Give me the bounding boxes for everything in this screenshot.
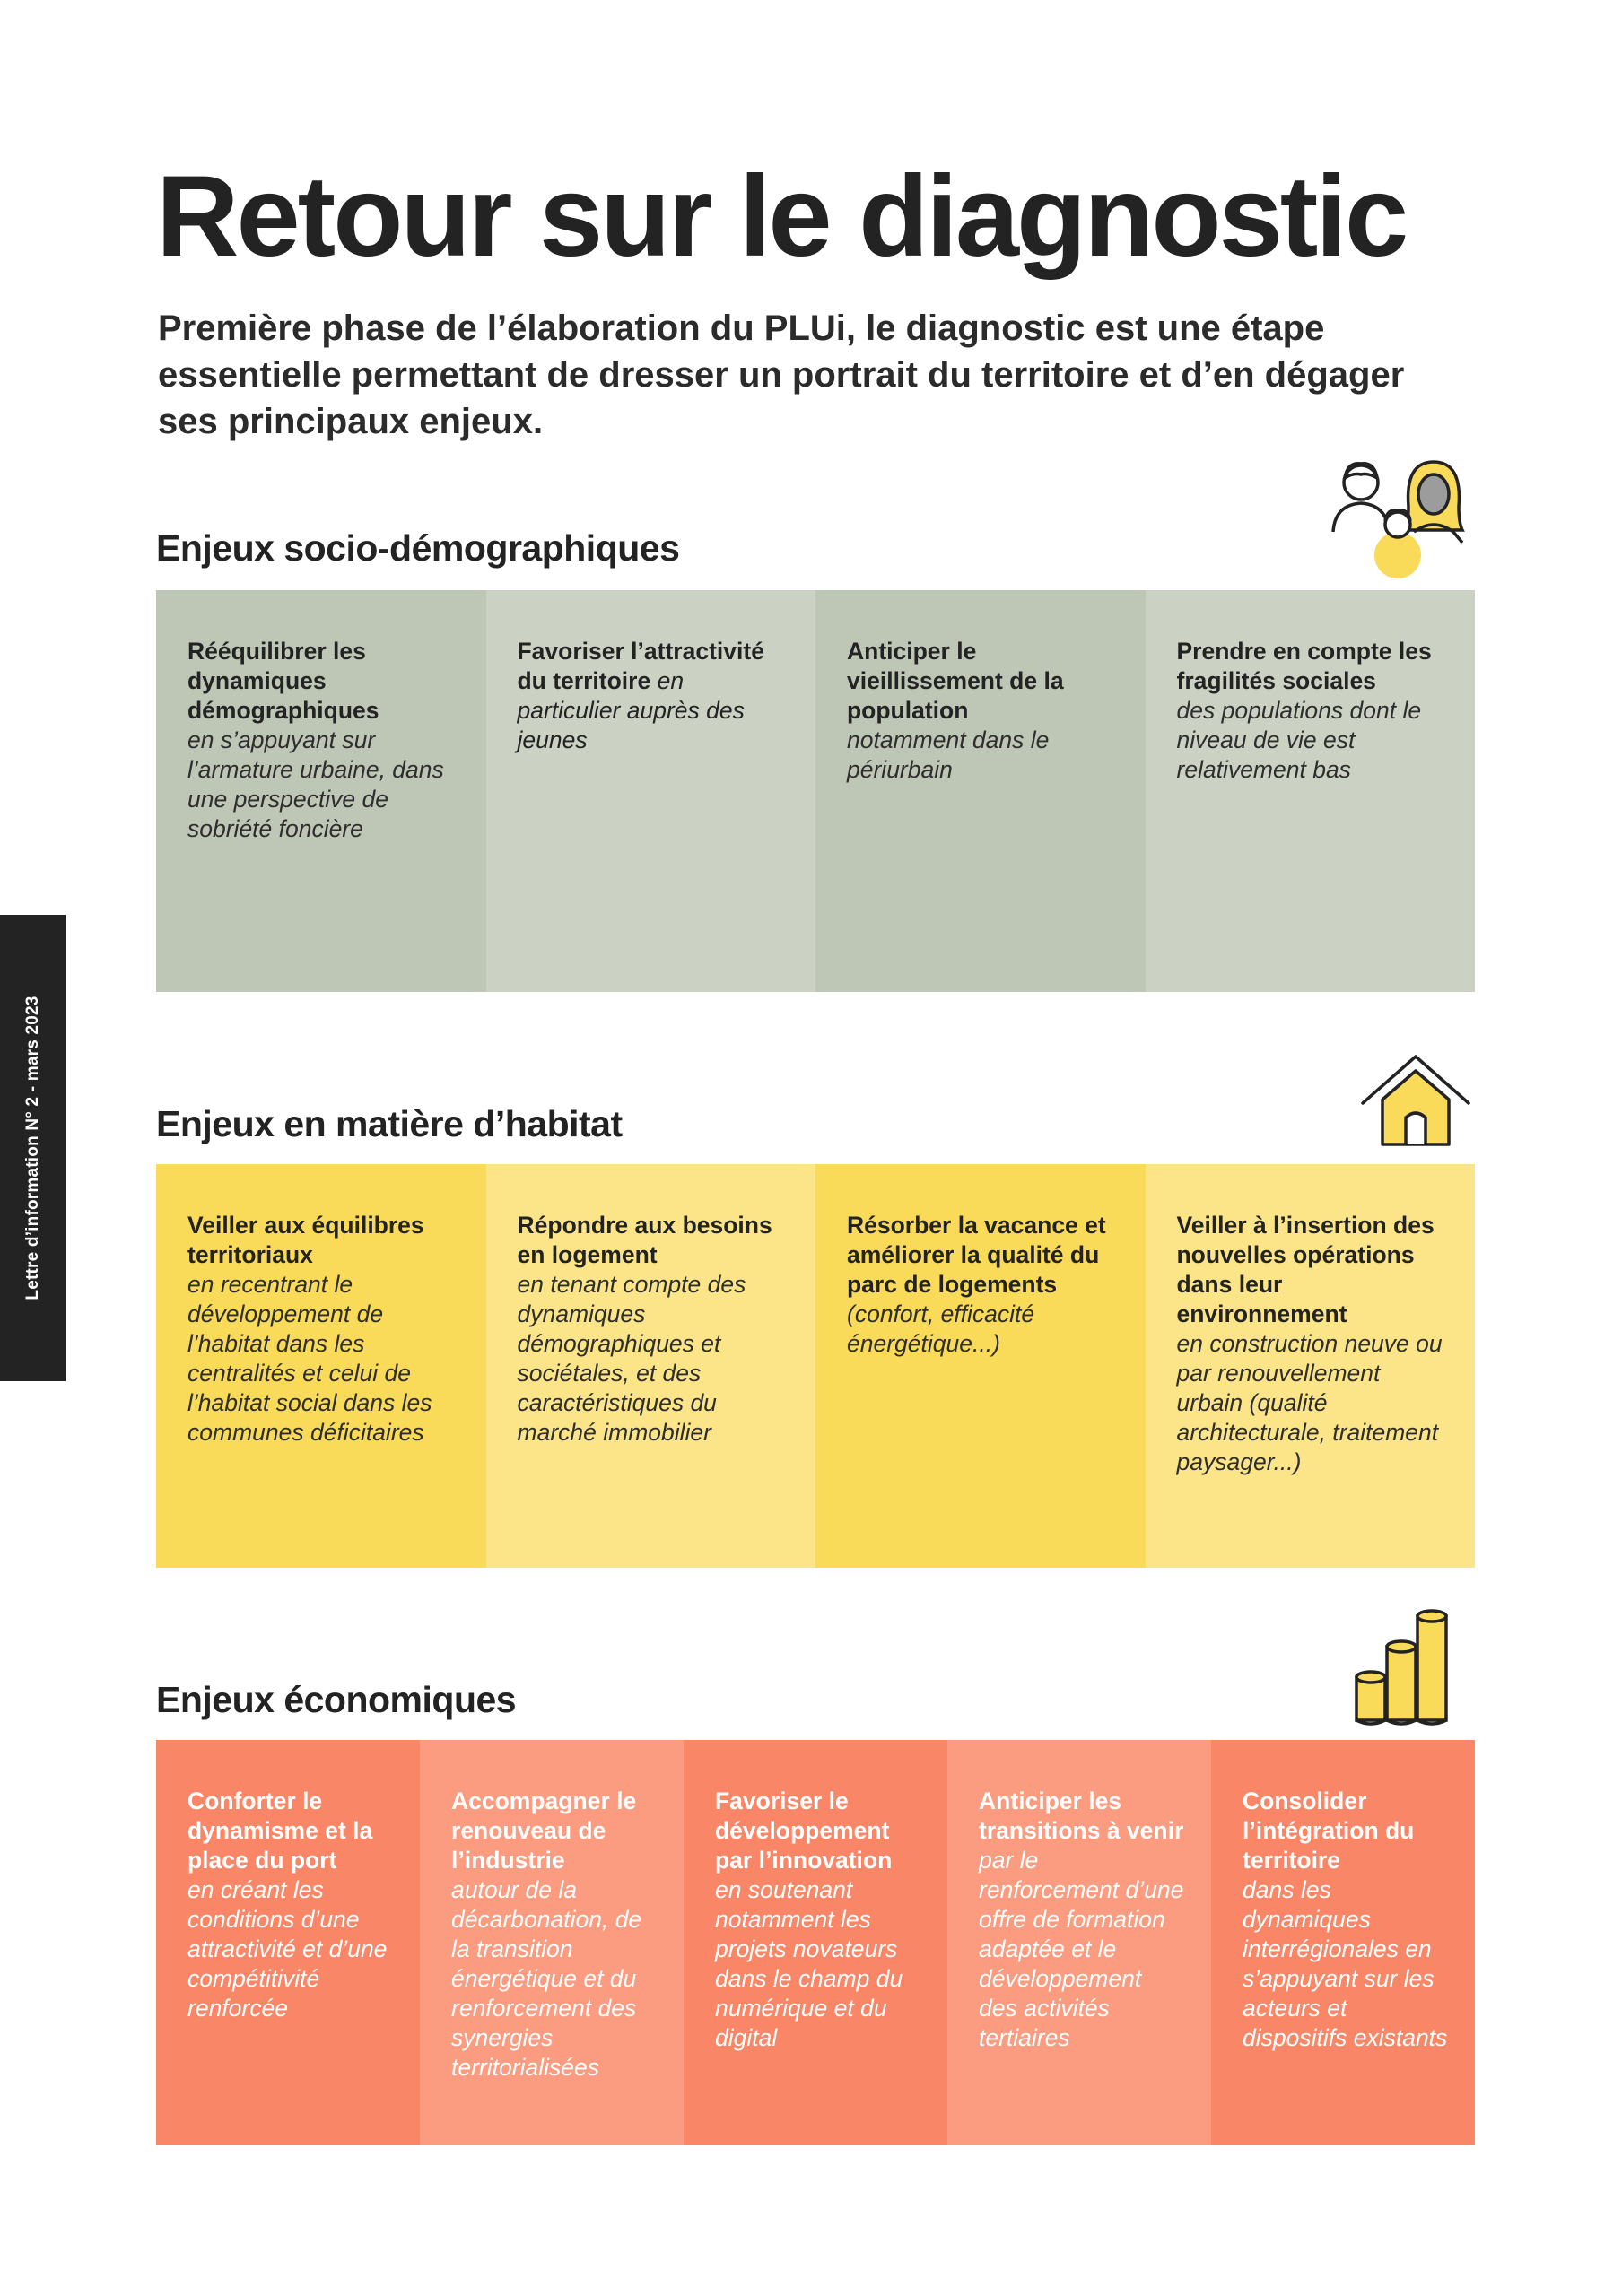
section-title-socio: Enjeux socio-démographiques bbox=[156, 527, 680, 569]
page-title: Retour sur le diagnostic bbox=[156, 152, 1407, 281]
socio-card bbox=[486, 590, 816, 992]
eco-card bbox=[1211, 1740, 1475, 2145]
section-title-eco: Enjeux économiques bbox=[156, 1679, 517, 1720]
socio-cards-row bbox=[156, 590, 1475, 992]
eco-card bbox=[420, 1740, 684, 2145]
card-detail: en particulier auprès des jeunes bbox=[517, 667, 745, 753]
card-detail: en soutenant notamment les projets novateurs dans le champ du numérique et du digital bbox=[715, 1876, 903, 2051]
card-detail: en créant les conditions d’une attractivité et d’une compétitivité renforcée bbox=[187, 1876, 388, 2022]
eco-card bbox=[947, 1740, 1211, 2145]
card-detail: en s’appuyant sur l’armature urbaine, dans une perspective de sobriété foncière bbox=[187, 726, 444, 842]
socio-card bbox=[156, 590, 486, 992]
card-detail: dans les dynamiques interrégionales en s’appuyant sur les acteurs et dispositifs existants bbox=[1243, 1876, 1448, 2051]
card-lead: Résorber la vacance et améliorer la qualité du parc de logements bbox=[847, 1212, 1106, 1298]
card-lead: Accompagner le renouveau de l’industrie bbox=[451, 1787, 637, 1874]
socio-card bbox=[1146, 590, 1476, 992]
card-detail: notamment dans le périurbain bbox=[847, 726, 1050, 783]
socio-card bbox=[815, 590, 1146, 992]
card-lead: Anticiper le vieillissement de la population bbox=[847, 638, 1064, 724]
eco-card bbox=[684, 1740, 947, 2145]
card-detail: en recentrant le développement de l’habitat dans les centralités et celui de l’habitat social dans les communes déficitaires bbox=[187, 1271, 432, 1446]
eco-card bbox=[156, 1740, 420, 2145]
house-icon bbox=[1359, 1051, 1472, 1150]
habitat-card bbox=[156, 1164, 486, 1568]
card-lead: Rééquilibrer les dynamiques démographiques bbox=[187, 638, 379, 724]
habitat-card bbox=[1146, 1164, 1476, 1568]
card-lead: Veiller à l’insertion des nouvelles opérations dans leur environnement bbox=[1176, 1212, 1435, 1327]
coin-stacks-icon bbox=[1353, 1607, 1452, 1726]
card-detail: en tenant compte des dynamiques démographiques et sociétales, et des caractéristiques du marché immobilier bbox=[517, 1271, 746, 1446]
section-title-habitat: Enjeux en matière d’habitat bbox=[156, 1103, 623, 1144]
habitat-card bbox=[815, 1164, 1146, 1568]
card-detail: (confort, efficacité énergétique...) bbox=[847, 1300, 1035, 1357]
card-detail: autour de la décarbonation, de la transition énergétique et du renforcement des synergies territorialisées bbox=[451, 1876, 642, 2081]
habitat-cards-row bbox=[156, 1164, 1475, 1568]
card-detail: en construction neuve ou par renouvellement urbain (qualité architecturale, traitement paysager...) bbox=[1176, 1330, 1443, 1475]
habitat-card bbox=[486, 1164, 816, 1568]
card-lead: Anticiper les transitions à venir bbox=[979, 1787, 1184, 1844]
side-tab-label: Lettre d’information N° 2 - mars 2023 bbox=[23, 996, 42, 1300]
intro-paragraph: Première phase de l’élaboration du PLUi, le diagnostic est une étape essentielle permettant de dresser un portrait du territoire et d’en dégager ses principaux enjeux. bbox=[158, 309, 1405, 441]
side-tab bbox=[0, 915, 66, 1381]
card-lead: Favoriser l’attractivité du territoire bbox=[517, 638, 764, 694]
card-lead: Prendre en compte les fragilités sociales bbox=[1176, 638, 1432, 694]
people-icon bbox=[1328, 453, 1471, 578]
card-lead: Répondre aux besoins en logement bbox=[517, 1212, 772, 1268]
eco-cards-row bbox=[156, 1740, 1475, 2145]
card-lead: Consolider l’intégration du territoire bbox=[1243, 1787, 1415, 1874]
card-lead: Conforter le dynamisme et la place du port bbox=[187, 1787, 373, 1874]
card-lead: Veiller aux équilibres territoriaux bbox=[187, 1212, 424, 1268]
card-detail: par le renforcement d’une offre de formation adaptée et le développement des activités tertiaires bbox=[979, 1847, 1184, 2051]
card-detail: des populations dont le niveau de vie est relativement bas bbox=[1176, 697, 1422, 783]
card-lead: Favoriser le développement par l’innovation bbox=[715, 1787, 893, 1874]
